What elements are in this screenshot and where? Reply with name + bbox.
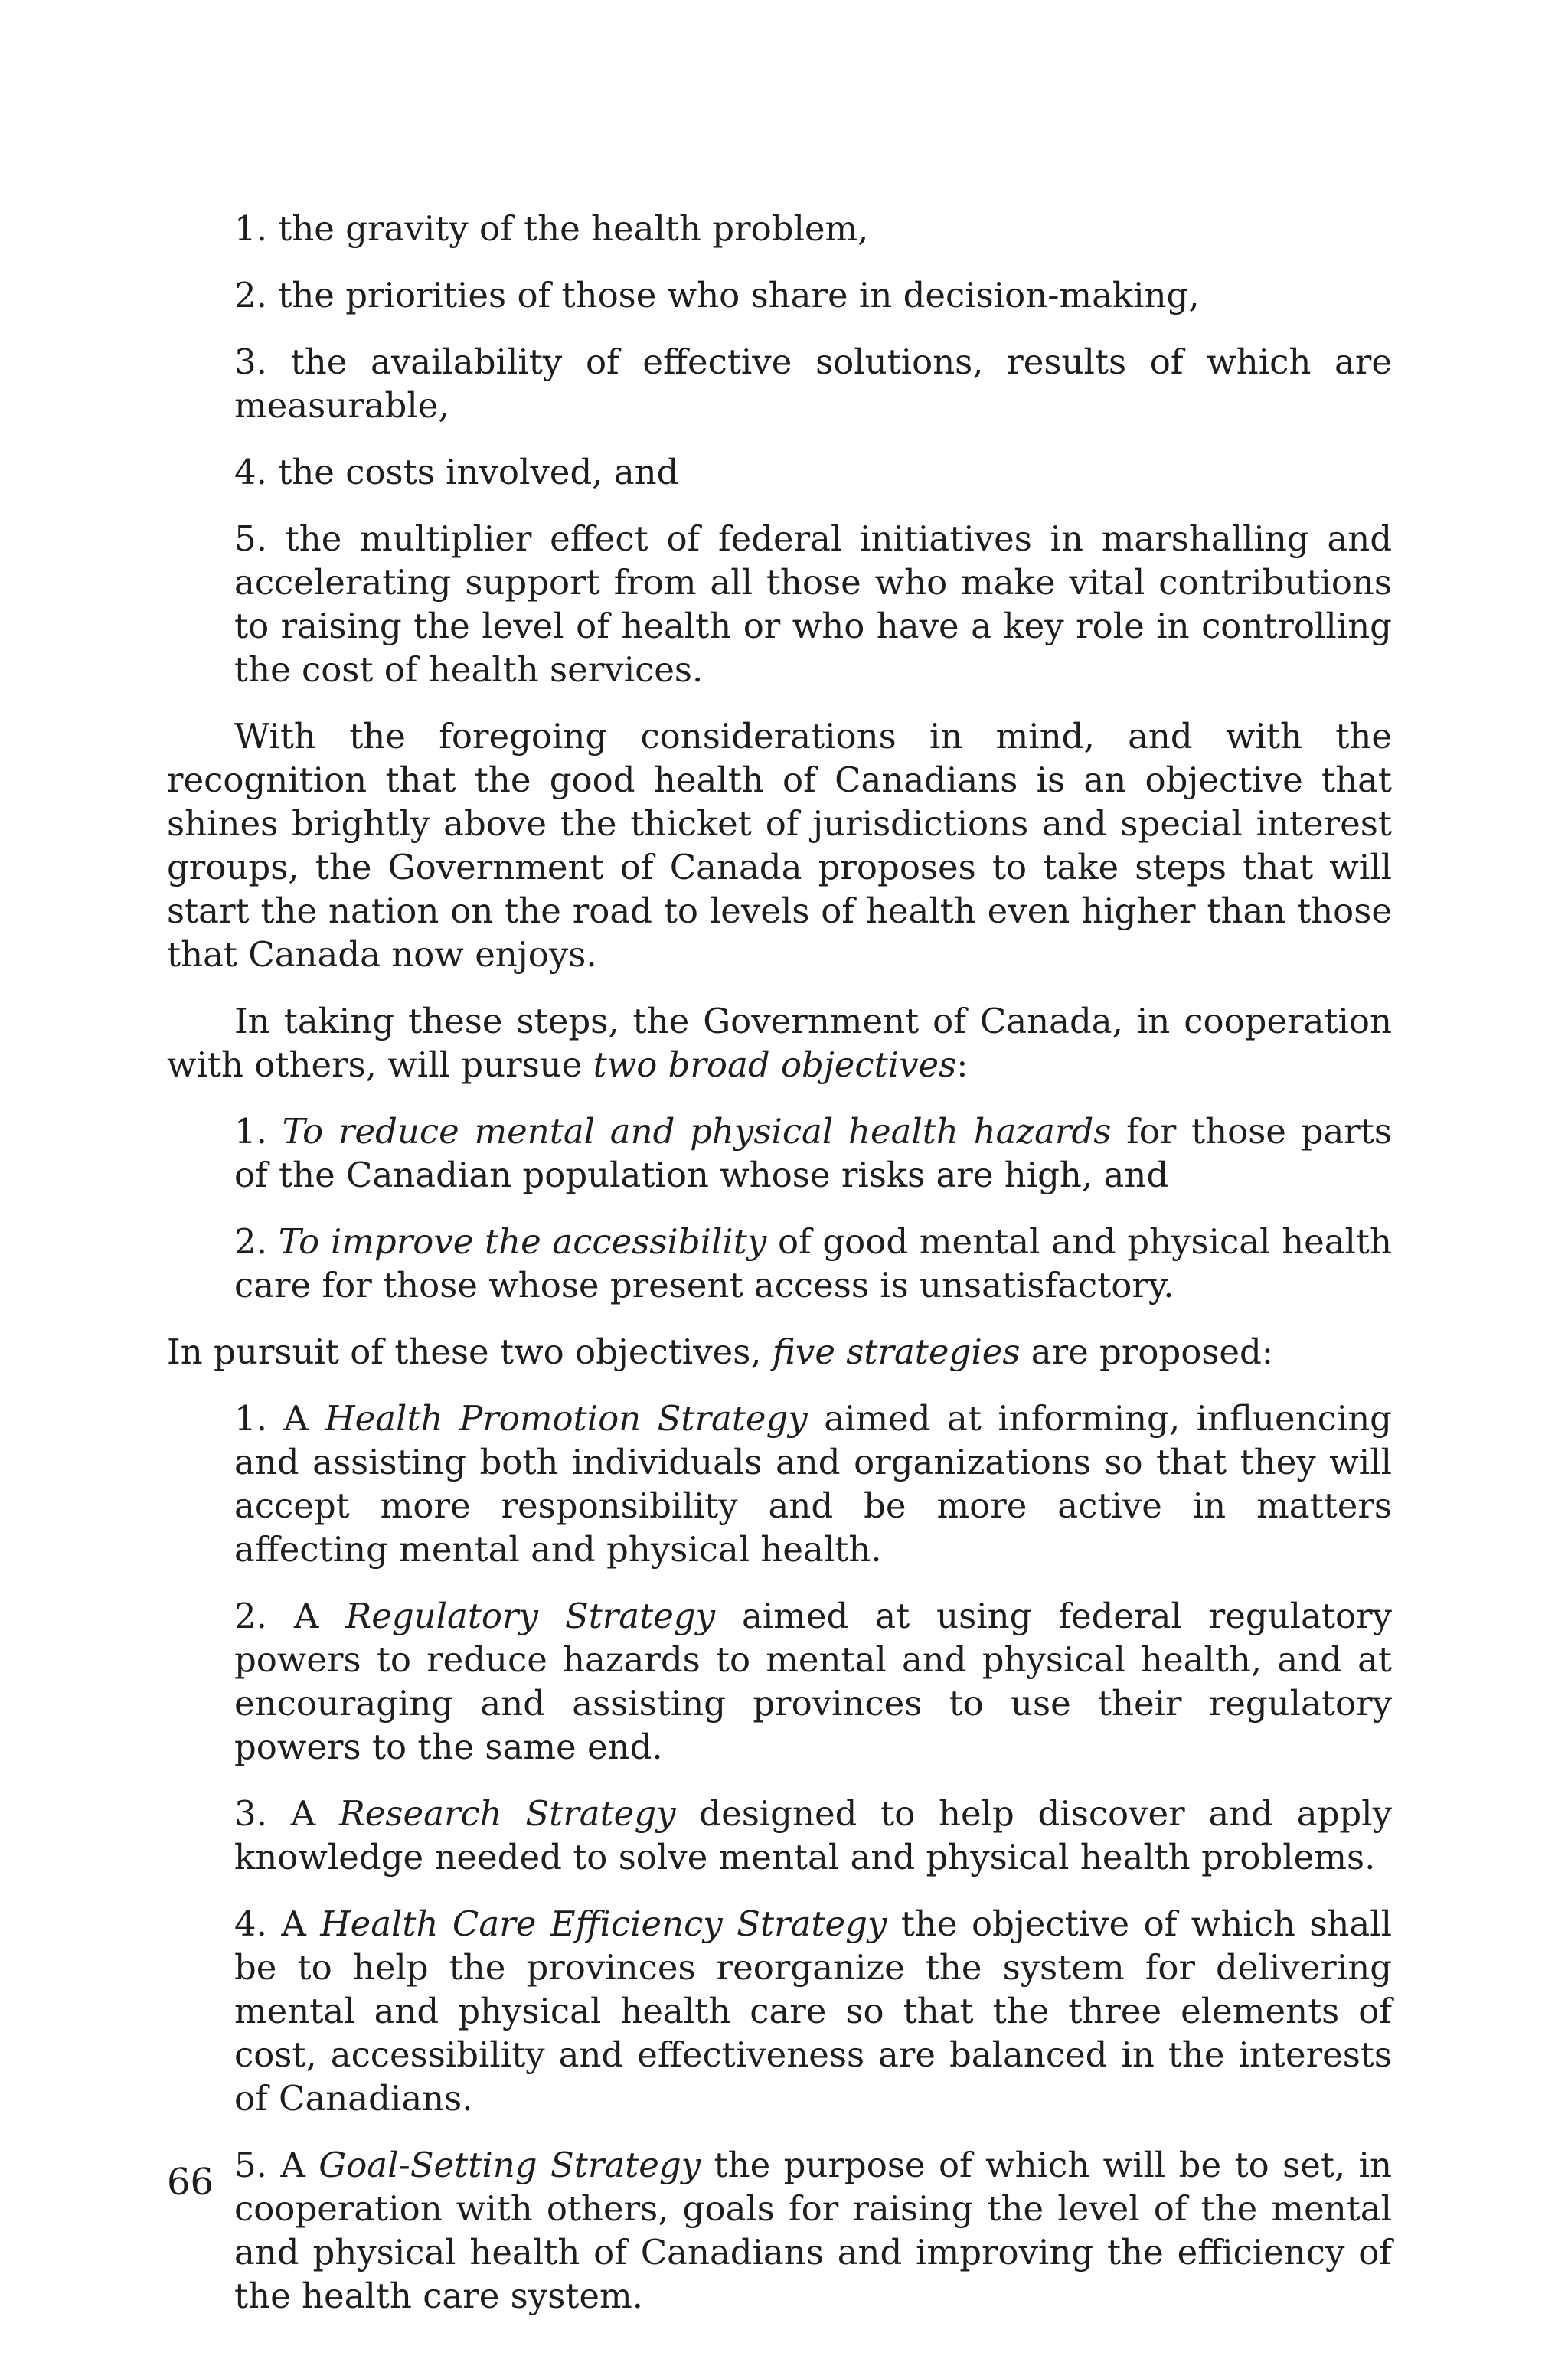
- strategy-text: aimed at using federal regulatory powers to reduce hazards to mental and physical health, and at encouraging and assisting provinces to use their regulatory powers to the same end.: [234, 1596, 1392, 1767]
- strategy-item: [234, 1792, 1392, 1879]
- strategy-number: 1. A: [234, 1398, 325, 1439]
- strategies-intro-text-end: are proposed:: [1020, 1332, 1274, 1372]
- consideration-item: 3. the availability of effective solutions, results of which are measurable,: [234, 341, 1392, 426]
- objective-text: for those parts of the Canadian population whose risks are high, and: [234, 1111, 1392, 1195]
- strategy-name: Health Care Efficiency Strategy: [320, 1903, 887, 1944]
- strategy-item: [234, 1594, 1392, 1769]
- page-number: 66: [167, 2161, 214, 2204]
- strategy-number: 2. A: [234, 1596, 346, 1636]
- strategy-item: [234, 1397, 1392, 1571]
- strategies-intro-text: In pursuit of these two objectives,: [167, 1332, 773, 1372]
- consideration-item: 1. the gravity of the health problem,: [234, 208, 869, 249]
- consideration-item: 5. the multiplier effect of federal initiatives in marshalling and accelerating support from all those who make vital contributions to raising the level of health or who have a key role in controlling the cost of health services.: [234, 518, 1392, 690]
- objective-number: 1.: [234, 1111, 283, 1152]
- strategy-text: designed to help discover and apply knowledge needed to solve mental and physical health problems.: [234, 1793, 1392, 1877]
- steps-text-end: :: [956, 1044, 969, 1085]
- considerations-list: [167, 207, 1392, 691]
- body-text: [167, 207, 1392, 2341]
- objective-item: [234, 1220, 1392, 1307]
- consideration-item: 4. the costs involved, and: [234, 452, 679, 492]
- objective-item: [234, 1109, 1392, 1197]
- strategies-intro: [167, 1330, 1392, 1374]
- strategies-intro-emphasis: five strategies: [772, 1332, 1021, 1372]
- strategy-number: 3. A: [234, 1793, 339, 1834]
- strategy-name: Regulatory Strategy: [345, 1596, 716, 1636]
- consideration-item: 2. the priorities of those who share in decision-making,: [234, 275, 1200, 315]
- objective-emphasis: To improve the accessibility: [278, 1221, 767, 1262]
- foregoing-paragraph: With the foregoing considerations in mind, and with the recognition that the good health of Canadians is an objective that shines brightly above the thicket of jurisdictions and special interest groups, the Government of Canada proposes to take steps that will start the nation on the road to levels of health even higher than those that Canada now enjoys.: [167, 716, 1392, 975]
- strategy-number: 4. A: [234, 1903, 321, 1944]
- steps-text: In taking these steps, the Government of Canada, in cooperation with others, will pursue: [167, 1001, 1392, 1085]
- strategy-name: Health Promotion Strategy: [325, 1398, 808, 1439]
- strategy-name: Research Strategy: [338, 1793, 676, 1834]
- strategy-item: [234, 1902, 1392, 2120]
- strategy-text: aimed at informing, influencing and assisting both individuals and organizations so that they will accept more responsibility and be more active in matters affecting mental and physical health.: [234, 1398, 1392, 1570]
- strategy-text: the purpose of which will be to set, in cooperation with others, goals for raising the level of the mental and physical health of Canadians and improving the efficiency of the health care system.: [234, 2145, 1392, 2316]
- strategy-name: Goal-Setting Strategy: [318, 2145, 701, 2185]
- strategy-text: the objective of which shall be to help the provinces reorganize the system for delivering mental and physical health care so that the three elements of cost, accessibility and effectiveness are balanced in the interests of Canadians.: [234, 1903, 1393, 2119]
- strategy-item: [234, 2143, 1392, 2318]
- objective-emphasis: To reduce mental and physical health hazards: [282, 1111, 1112, 1152]
- steps-paragraph: [167, 999, 1392, 1086]
- objective-number: 2.: [234, 1221, 279, 1262]
- objective-text: of good mental and physical health care for those whose present access is unsatisfactory.: [234, 1221, 1393, 1305]
- strategy-number: 5. A: [234, 2145, 319, 2185]
- steps-emphasis: two broad objectives: [593, 1044, 957, 1085]
- objectives-list: [167, 1109, 1392, 1307]
- strategies-list: [167, 1397, 1392, 2318]
